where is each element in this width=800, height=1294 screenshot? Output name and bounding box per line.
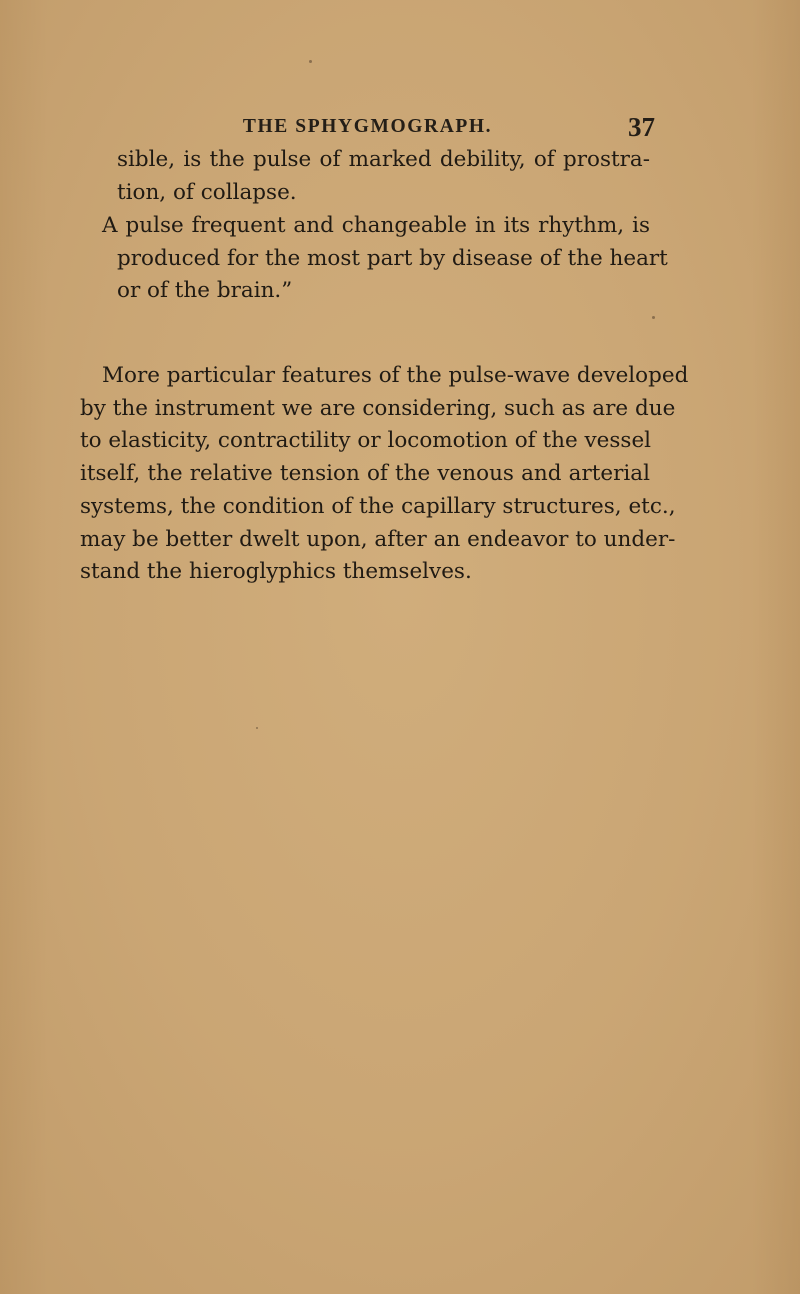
text-line: may be better dwelt upon, after an endeavor to under- <box>80 526 676 552</box>
page-number: 37 <box>628 112 655 142</box>
text-line: produced for the most part by disease of the heart <box>117 245 668 271</box>
paragraph-1 <box>117 144 650 209</box>
running-title: THE SPHYGMOGRAPH. <box>242 116 493 137</box>
text-line: by the instrument we are considering, such as are due <box>80 395 676 421</box>
text-line: A pulse frequent and changeable in its rhythm, is <box>102 213 650 238</box>
text-line: stand the hieroglyphics themselves. <box>80 559 472 585</box>
text-line: itself, the relative tension of the venous and arterial <box>80 461 650 487</box>
text-line: or of the brain.” <box>117 278 293 304</box>
paragraph-2 <box>80 210 668 308</box>
paragraph-3 <box>80 360 689 589</box>
text-line: to elasticity, contractility or locomotion of the vessel <box>80 428 652 454</box>
paper-speck <box>256 727 258 729</box>
text-line: sible, is the pulse of marked debility, of prostra- <box>117 147 650 172</box>
running-head <box>80 114 655 144</box>
paper-speck <box>309 60 312 63</box>
text-line: More particular features of the pulse-wave developed <box>102 363 689 388</box>
text-line: tion, of collapse. <box>117 179 297 205</box>
text-line: systems, the condition of the capillary structures, etc., <box>80 493 676 519</box>
paper-speck <box>652 316 655 319</box>
